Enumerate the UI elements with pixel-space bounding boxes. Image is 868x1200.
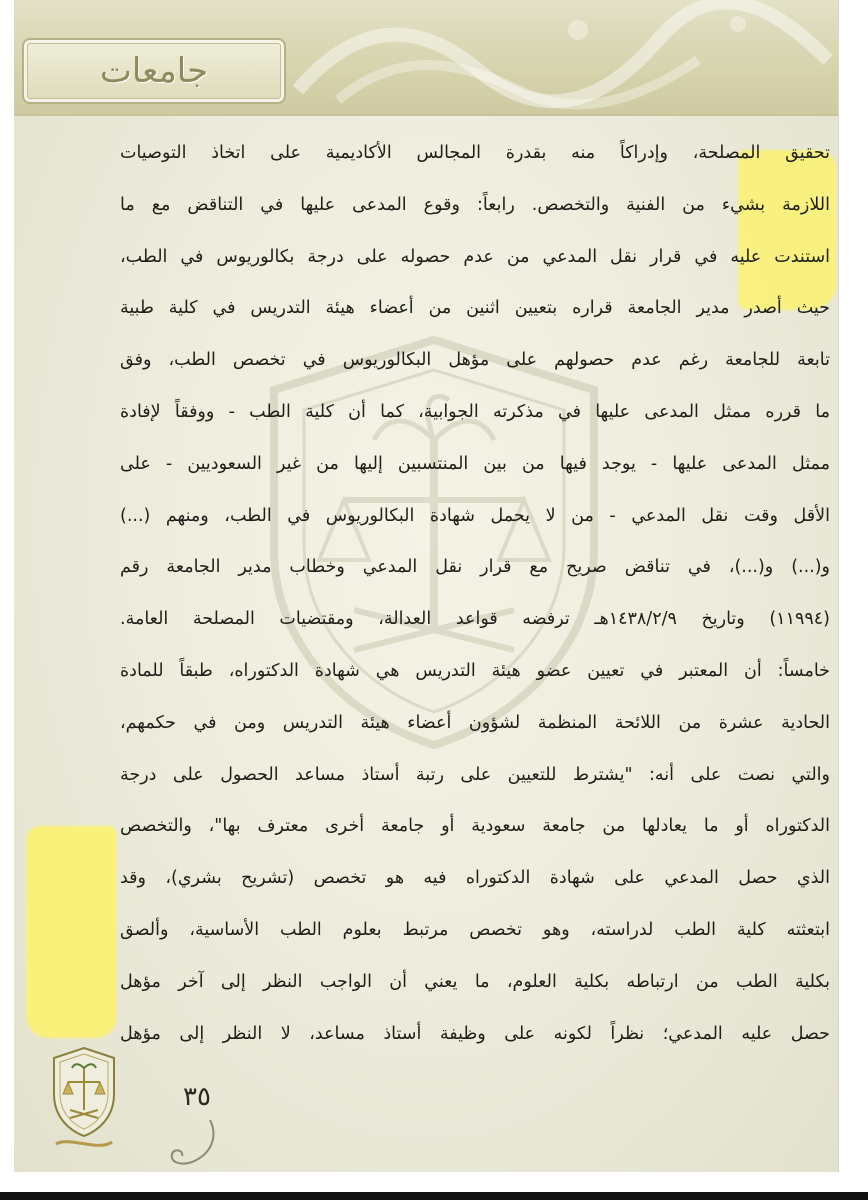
header-calligraphy-icon: [278, 0, 838, 114]
text-line: حيث أصدر مدير الجامعة قراره بتعيين اثنين من أعضاء هيئة التدريس في كلية طبية: [120, 298, 830, 319]
text-line: تابعة للجامعة رغم عدم حصولهم على مؤهل البكالوريوس في تخصص الطب، وفق: [120, 350, 830, 371]
page-flourish-icon: [162, 1118, 232, 1170]
page-footer: [14, 1040, 838, 1172]
text-line: و(...) و(...)، في تناقض صريح مع قرار نقل المدعي وخطاب مدير الجامعة رقم: [120, 557, 830, 578]
document-page: [14, 0, 839, 1172]
text-line: الأقل وقت نقل المدعي - من لا يحمل شهادة البكالوريوس في الطب، ومنهم (...): [120, 505, 830, 526]
text-line: والتي نصت على أنه: "يشترط للتعيين على رتبة أستاذ مساعد الحصول على درجة: [120, 764, 830, 785]
highlight-mark-bottom: [26, 826, 116, 1038]
text-line: الذي حصل المدعي على شهادة الدكتوراه فيه هو تخصص (تشريح بشري)، وقد: [120, 868, 830, 889]
text-line: الحادية عشرة من اللائحة المنظمة لشؤون أعضاء هيئة التدريس ومن في حكمهم،: [120, 712, 830, 733]
board-of-grievances-emblem-icon: [50, 1044, 118, 1156]
text-line: الدكتوراه أو ما يعادلها من جامعة سعودية أو جامعة أخرى معترف بها"، والتخصص: [120, 816, 830, 837]
text-line: تحقيق المصلحة، وإدراكاً منه بقدرة المجالس الأكاديمية على اتخاذ التوصيات: [120, 143, 830, 163]
page-header: [14, 0, 838, 116]
section-title: جامعات: [99, 51, 209, 91]
document-body: [120, 128, 830, 1060]
text-line: ما قرره ممثل المدعى عليها في مذكرته الجوابية، كما أن كلية الطب - ووفقاً لإفادة: [120, 401, 830, 422]
text-line: ابتعثته كلية الطب لدراسته، وهو تخصص مرتبط بعلوم الطب الأساسية، وألصق: [120, 919, 830, 940]
text-line: (١١٩٩٤) وتاريخ ١٤٣٨/٢/٩هـ ترفضه قواعد العدالة، ومقتضيات المصلحة العامة.: [120, 609, 830, 630]
text-line: حصل عليه المدعي؛ نظراً لكونه على وظيفة أستاذ مساعد، لا النظر إلى مؤهل: [120, 1023, 830, 1044]
bottom-rule: [0, 1192, 868, 1200]
page-number: ٣٥: [183, 1082, 211, 1112]
text-line: خامساً: أن المعتبر في تعيين عضو هيئة التدريس هي شهادة الدكتوراه، طبقاً للمادة: [120, 660, 830, 681]
text-line: ممثل المدعى عليها - يوجد فيها من بين المنتسبين إليها من غير السعوديين - على: [120, 453, 830, 474]
section-tab: [22, 38, 286, 104]
header-ornament: [278, 0, 838, 114]
text-line: اللازمة بشيء من الفنية والتخصص. رابعاً: وقوع المدعى عليها في التناقض مع ما: [120, 194, 830, 215]
text-line: بكلية الطب من ارتباطه بكلية العلوم، ما يعني أن الواجب النظر إلى آخر مؤهل: [120, 971, 830, 992]
text-line: استندت عليه في قرار نقل المدعي من عدم حصوله على درجة بكالوريوس في الطب،: [120, 246, 830, 267]
